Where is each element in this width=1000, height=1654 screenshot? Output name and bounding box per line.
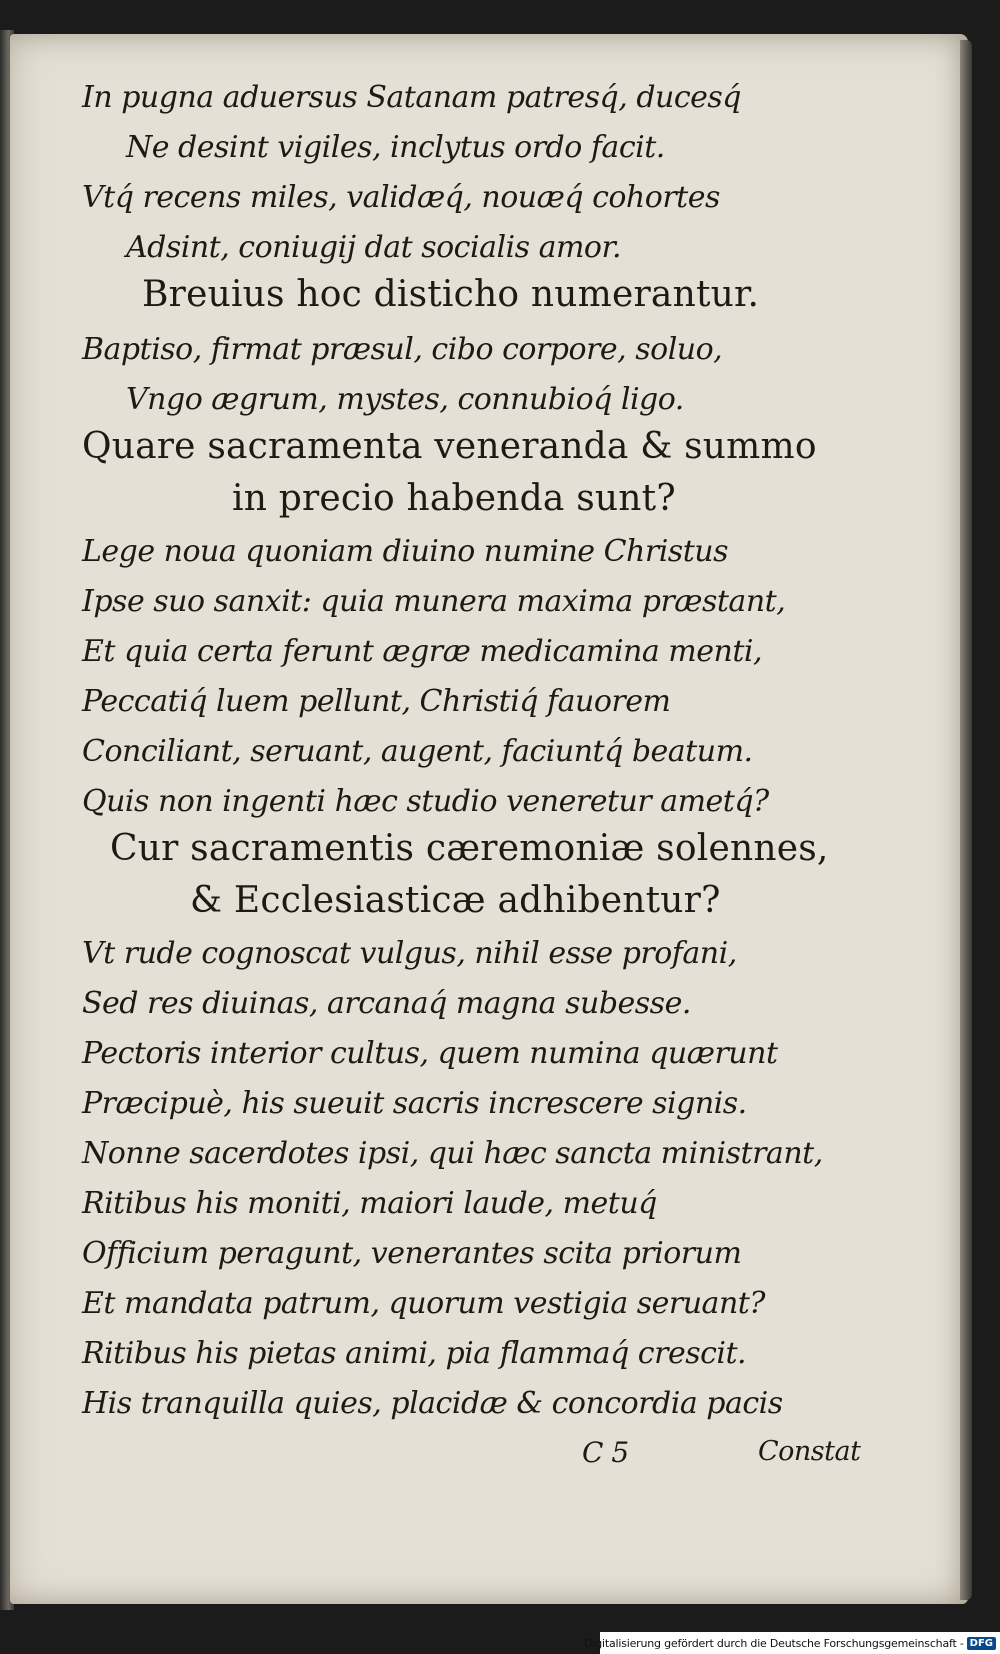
signature-mark: C 5: [582, 1436, 629, 1469]
text-line: Pectoris interior cultus, quem numina quærunt: [82, 1036, 778, 1071]
question-heading: & Ecclesiasticæ adhibentur?: [190, 880, 721, 921]
text-line: Præcipuè, his sueuit sacris increscere signis.: [82, 1086, 747, 1121]
text-line: Peccatiq́ luem pellunt, Christiq́ fauorem: [82, 684, 671, 719]
text-line: Ne desint vigiles, inclytus ordo facit.: [126, 130, 665, 165]
text-line: Officium peragunt, venerantes scita priorum: [82, 1236, 742, 1271]
text-line: Vt rude cognoscat vulgus, nihil esse profani,: [82, 936, 737, 971]
text-line: Lege noua quoniam diuino numine Christus: [82, 534, 728, 569]
text-line: Quis non ingenti hæc studio veneretur ametq́?: [82, 784, 769, 819]
book-page: [10, 34, 968, 1604]
funding-notice: Digitalisierung gefördert durch die Deutsche Forschungsgemeinschaft -: [584, 1636, 964, 1650]
text-line: Nonne sacerdotes ipsi, qui hæc sancta ministrant,: [82, 1136, 823, 1171]
text-line: Vngo ægrum, mystes, connubioq́ ligo.: [126, 382, 684, 417]
text-line: In pugna aduersus Satanam patresq́, ducesq́: [82, 80, 741, 115]
text-line: Vtq́ recens miles, validæq́, nouæq́ cohortes: [82, 180, 720, 215]
text-line: Baptiso, firmat præsul, cibo corpore, soluo,: [82, 332, 723, 367]
text-line: Ipse suo sanxit: quia munera maxima præstant,: [82, 584, 786, 619]
text-line: Conciliant, seruant, augent, faciuntq́ beatum.: [82, 734, 753, 769]
catchword: Constat: [758, 1436, 861, 1467]
text-line: Et quia certa ferunt ægræ medicamina menti,: [82, 634, 762, 669]
page-text: [10, 34, 968, 1604]
question-heading: Cur sacramentis cæremoniæ solennes,: [110, 828, 829, 869]
page-edge-shadow: [960, 40, 972, 1600]
text-line: Sed res diuinas, arcanaq́ magna subesse.: [82, 986, 691, 1021]
section-heading: Breuius hoc disticho numerantur.: [142, 274, 760, 315]
text-line: Ritibus his moniti, maiori laude, metuq́: [82, 1186, 657, 1221]
text-line: Adsint, coniugij dat socialis amor.: [126, 230, 622, 265]
question-heading: in precio habenda sunt?: [232, 478, 676, 519]
text-line: Et mandata patrum, quorum vestigia seruant?: [82, 1286, 765, 1321]
dfg-logo: DFG: [967, 1637, 996, 1650]
funding-footer: [584, 1632, 1000, 1654]
text-line: His tranquilla quies, placidæ & concordia pacis: [82, 1386, 783, 1421]
text-line: Ritibus his pietas animi, pia flammaq́ crescit.: [82, 1336, 747, 1371]
question-heading: Quare sacramenta veneranda & summo: [82, 426, 817, 467]
